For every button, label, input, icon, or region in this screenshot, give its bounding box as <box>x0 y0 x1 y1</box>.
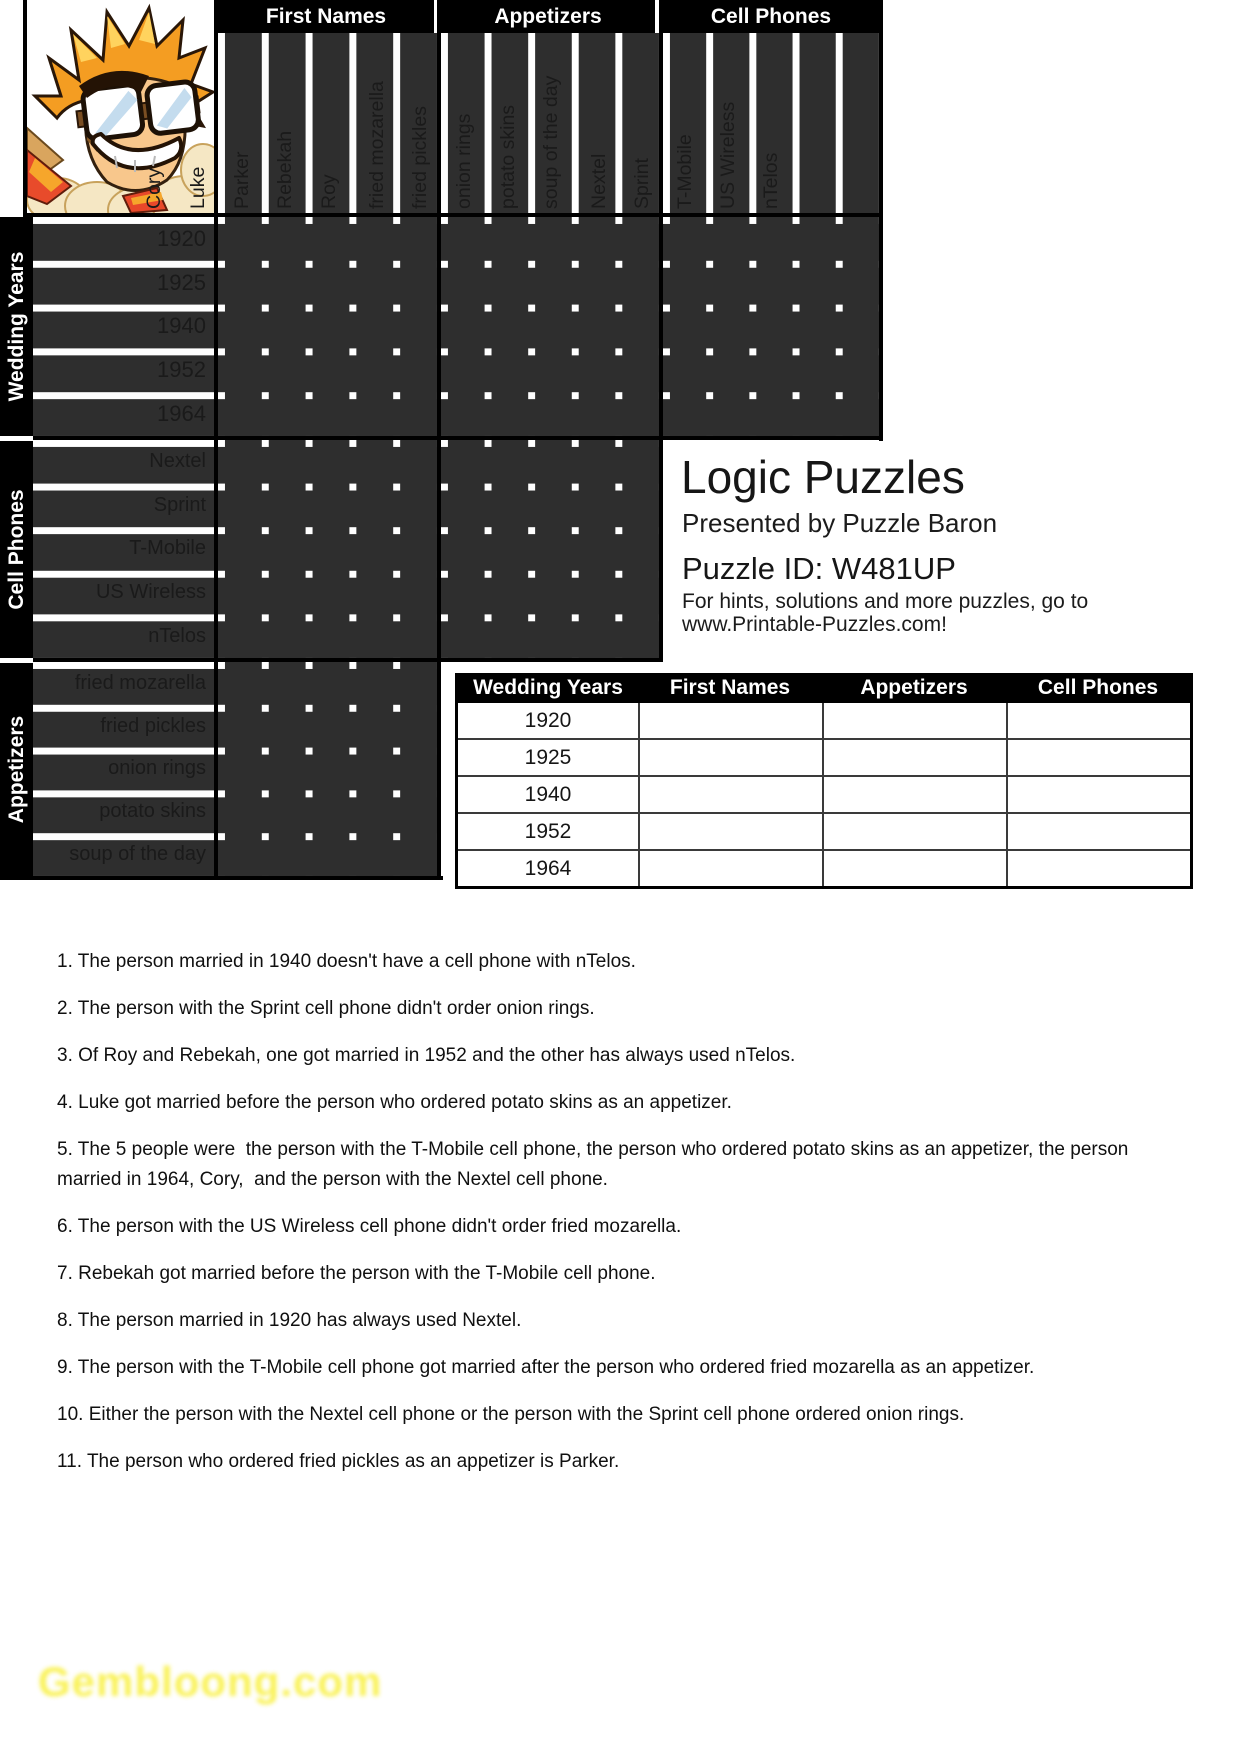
clue-5: 5. The 5 people were the person with the T-Mobile cell phone, the person who ordered potato skins as an appetizer, the person married in 1964, Cory, and the person with the Nextel cell phone. <box>57 1139 1134 1190</box>
row-labels-cell-phones <box>33 440 214 658</box>
answer-appetizer-cell[interactable] <box>822 740 1006 775</box>
row-label-fried-pickles: fried pickles <box>100 714 206 737</box>
col-label-potato-skins: potato skins <box>497 104 519 209</box>
clue-6: 6. The person with the US Wireless cell phone didn't order fried mozarella. <box>57 1216 682 1237</box>
grid-border-left <box>214 0 218 880</box>
row-label-1964: 1964 <box>157 401 206 427</box>
answer-row <box>458 740 1190 777</box>
grid-cells-weddingyears-appetizers[interactable] <box>441 217 659 436</box>
col-label-t-mobile: T-Mobile <box>674 134 696 209</box>
answer-cell-phone-cell[interactable] <box>1006 777 1190 812</box>
puzzle-id: Puzzle ID: W481UP <box>682 551 956 586</box>
row-labels-wedding-years <box>33 217 214 436</box>
clue-2: 2. The person with the Sprint cell phone didn't order onion rings. <box>57 998 595 1019</box>
grid-cells-weddingyears-firstnames[interactable] <box>218 217 437 436</box>
answer-header-appetizers: Appetizers <box>860 676 968 699</box>
answer-header-wedding-years: Wedding Years <box>473 676 623 699</box>
colgroup-header-appetizers <box>441 0 655 33</box>
answer-row <box>458 814 1190 851</box>
row-label-soup-of-the-day: soup of the day <box>69 843 206 866</box>
row-label-t-mobile: T-Mobile <box>129 537 206 560</box>
answer-year-cell: 1940 <box>524 782 572 806</box>
colgroup-header-label: Cell Phones <box>710 4 832 28</box>
answer-row <box>458 851 1190 886</box>
hints-text-line1: For hints, solutions and more puzzles, go to <box>682 590 1089 613</box>
row-label-onion-rings: onion rings <box>108 757 206 780</box>
row-label-potato-skins: potato skins <box>99 800 206 823</box>
answer-appetizer-cell[interactable] <box>822 814 1006 849</box>
answer-year-cell: 1925 <box>524 745 572 769</box>
answer-cell-phone-cell[interactable] <box>1006 703 1190 738</box>
col-label-parker: Parker <box>231 151 253 209</box>
answer-first-name-cell[interactable] <box>638 814 822 849</box>
col-label-soup-of-the-day: soup of the day <box>540 75 562 209</box>
row-label-ntelos: nTelos <box>148 624 206 647</box>
page-title: Logic Puzzles <box>681 451 965 503</box>
answer-year-cell: 1964 <box>524 856 572 880</box>
clue-11: 11. The person who ordered fried pickles as an appetizer is Parker. <box>57 1451 620 1472</box>
colgroup-header-first-names <box>218 0 434 33</box>
rowgroup-label-wedding-years: Wedding Years <box>5 251 28 402</box>
col-label-us-wireless: US Wireless <box>717 101 739 209</box>
grid-border-appetizers-phones <box>659 0 663 662</box>
grid-border-right <box>879 0 883 441</box>
answer-header-first-names: First Names <box>669 676 791 699</box>
answer-table <box>455 673 1193 889</box>
colgroup-header-label: First Names <box>265 4 387 28</box>
grid-cells-weddingyears-cellphones[interactable] <box>663 217 879 436</box>
col-label-roy: Roy <box>318 174 340 209</box>
grid-border-phones-appetizers <box>33 658 662 662</box>
colgroup-header-label: Appetizers <box>494 4 602 28</box>
col-label-rebekah: Rebekah <box>274 130 296 209</box>
answer-table-header <box>458 673 1190 703</box>
hints-url: www.Printable-Puzzles.com! <box>682 613 947 636</box>
colgroup-header-cell-phones <box>663 0 879 33</box>
answer-appetizer-cell[interactable] <box>822 777 1006 812</box>
answer-header-cell-phones: Cell Phones <box>1037 676 1159 699</box>
clue-3: 3. Of Roy and Rebekah, one got married in 1952 and the other has always used nTelos. <box>57 1045 796 1066</box>
row-labels-appetizers <box>33 662 214 876</box>
answer-cell-phone-cell[interactable] <box>1006 740 1190 775</box>
answer-row <box>458 703 1190 740</box>
row-label-1925: 1925 <box>157 269 206 295</box>
answer-row <box>458 777 1190 814</box>
col-label-nextel: Nextel <box>588 153 610 209</box>
row-label-sprint: Sprint <box>153 493 206 516</box>
answer-appetizer-cell[interactable] <box>822 851 1006 886</box>
row-label-1952: 1952 <box>157 357 206 383</box>
col-label-sprint: Sprint <box>631 158 653 209</box>
grid-border-names-appetizers <box>437 0 441 880</box>
row-label-us-wireless: US Wireless <box>95 581 206 604</box>
grid-border-top <box>23 213 883 217</box>
col-label-fried-pickles: fried pickles <box>409 106 431 209</box>
grid-cells-appetizers-firstnames[interactable] <box>218 662 437 876</box>
answer-first-name-cell[interactable] <box>638 851 822 886</box>
col-label-onion-rings: onion rings <box>453 113 475 209</box>
clue-7: 7. Rebekah got married before the person with the T-Mobile cell phone. <box>57 1263 656 1284</box>
row-label-nextel: Nextel <box>149 450 206 473</box>
clue-1: 1. The person married in 1940 doesn't have a cell phone with nTelos. <box>57 951 636 972</box>
clue-10: 10. Either the person with the Nextel cell phone or the person with the Sprint cell phone ordered onion rings. <box>57 1404 965 1425</box>
col-label-cory: Cory <box>143 167 165 209</box>
answer-cell-phone-cell[interactable] <box>1006 851 1190 886</box>
answer-year-cell: 1920 <box>524 708 572 732</box>
col-label-fried-mozarella: fried mozarella <box>366 81 388 209</box>
answer-first-name-cell[interactable] <box>638 777 822 812</box>
clue-9: 9. The person with the T-Mobile cell phone got married after the person who ordered fried mozarella as an appetizer. <box>57 1357 1035 1378</box>
row-label-1940: 1940 <box>157 313 206 339</box>
col-label-luke: Luke <box>187 166 209 209</box>
grid-border-bottom <box>0 876 443 880</box>
grid-border-years-phones <box>33 436 883 440</box>
rowgroup-label-appetizers: Appetizers <box>5 715 28 824</box>
answer-first-name-cell[interactable] <box>638 703 822 738</box>
grid-cells-cellphones-appetizers[interactable] <box>441 440 659 658</box>
rowgroup-label-cell-phones: Cell Phones <box>5 489 28 610</box>
page-subtitle: Presented by Puzzle Baron <box>682 508 998 538</box>
clue-list <box>57 947 1185 1494</box>
row-label-fried-mozarella: fried mozarella <box>74 671 206 694</box>
clue-4: 4. Luke got married before the person who ordered potato skins as an appetizer. <box>57 1092 732 1113</box>
col-label-ntelos: nTelos <box>760 152 782 209</box>
answer-appetizer-cell[interactable] <box>822 703 1006 738</box>
answer-first-name-cell[interactable] <box>638 740 822 775</box>
row-label-1920: 1920 <box>157 225 206 251</box>
clue-8: 8. The person married in 1920 has always used Nextel. <box>57 1310 522 1331</box>
answer-cell-phone-cell[interactable] <box>1006 814 1190 849</box>
answer-year-cell: 1952 <box>524 819 572 843</box>
grid-cells-cellphones-firstnames[interactable] <box>218 440 437 658</box>
watermark: Gembloong.com <box>38 1658 383 1705</box>
